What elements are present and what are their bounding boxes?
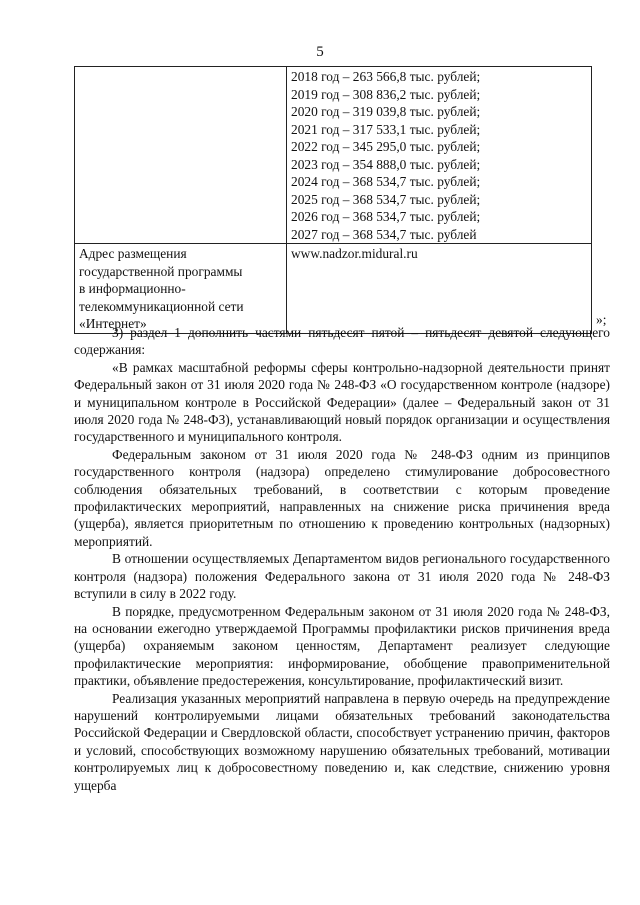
- paragraph: Реализация указанных мероприятий направлена в первую очередь на предупреждение нарушений контролируемыми лицами обязательных требований законодательства Российской Федерации и Свердловской области, способствует устранению причин, факторов и условий, способствующих возможному нарушению обязательных требований, мотивации контролируемых лиц к добросовестному поведению и, как следствие, снижению уровня ущерба: [74, 690, 610, 793]
- year-line: 2024 год – 368 534,7 тыс. рублей;: [291, 174, 481, 189]
- address-label-line: в информационно-: [79, 281, 186, 296]
- paragraph: В отношении осуществляемых Департаментом видов регионального государственного контроля (надзора) положения Федерального закона от 31 июля 2020 года № 248-ФЗ вступили в силу в 2022 году.: [74, 551, 610, 602]
- address-label-line: Адрес размещения: [79, 246, 187, 261]
- table-cell-address-value: www.nadzor.midural.ru: [287, 244, 592, 334]
- year-line: 2026 год – 368 534,7 тыс. рублей;: [291, 209, 481, 224]
- year-line: 2022 год – 345 295,0 тыс. рублей;: [291, 139, 481, 154]
- program-table: [74, 66, 592, 334]
- table-cell-address-label: [75, 244, 287, 334]
- year-line: 2020 год – 319 039,8 тыс. рублей;: [291, 104, 481, 119]
- year-line: 2018 год – 263 566,8 тыс. рублей;: [291, 69, 481, 84]
- address-label-line: государственной программы: [79, 263, 243, 279]
- year-line: 2021 год – 317 533,1 тыс. рублей;: [291, 121, 481, 137]
- address-label-line: «Интернет»: [79, 316, 147, 331]
- closing-quote-mark: »;: [596, 312, 607, 327]
- paragraph: В порядке, предусмотренном Федеральным законом от 31 июля 2020 года № 248-ФЗ, на основании ежегодно утверждаемой Программы профилактики рисков причинения вреда (ущерба) охраняемым законом ценностям, Департамент реализует следующие профилактические мероприятия: информирование, обобщение правоприменительной практики, объявление предостережения, консультирование, профилактический визит.: [74, 603, 610, 689]
- table-cell-years: [287, 67, 592, 244]
- table-row-funding: [75, 67, 592, 244]
- paragraph: «В рамках масштабной реформы сферы контрольно-надзорной деятельности принят Федеральный закон от 31 июля 2020 года № 248-ФЗ «О государственном контроле (надзоре) и муниципальном контроле в Российской Федерации» (далее – Федеральный закон от 31 июля 2020 года № 248-ФЗ), устанавливающий новый порядок организации и осуществления государственного и муниципального контроля.: [74, 359, 610, 445]
- year-line: 2027 год – 368 534,7 тыс. рублей: [291, 226, 477, 242]
- body-text: [74, 324, 610, 794]
- address-label-line: телекоммуникационной сети: [79, 298, 244, 314]
- year-line: 2025 год – 368 534,7 тыс. рублей;: [291, 191, 481, 207]
- table-cell-empty: [75, 67, 287, 244]
- year-line: 2023 год – 354 888,0 тыс. рублей;: [291, 156, 481, 172]
- year-line: 2019 год – 308 836,2 тыс. рублей;: [291, 86, 481, 102]
- paragraph: 3) раздел 1 дополнить частями пятьдесят пятой – пятьдесят девятой следующего содержания:: [74, 325, 610, 358]
- paragraph: Федеральным законом от 31 июля 2020 года № 248-ФЗ одним из принципов государственного контроля (надзора) определено стимулирование добросовестного соблюдения обязательных требований, в соответствии с которым проведение профилактических мероприятий, направленных на снижение риска причинения вреда (ущерба), является приоритетным по отношению к проведению контрольных (надзорных) мероприятий.: [74, 446, 610, 549]
- table-row-address: [75, 244, 592, 334]
- page-number: 5: [316, 44, 324, 60]
